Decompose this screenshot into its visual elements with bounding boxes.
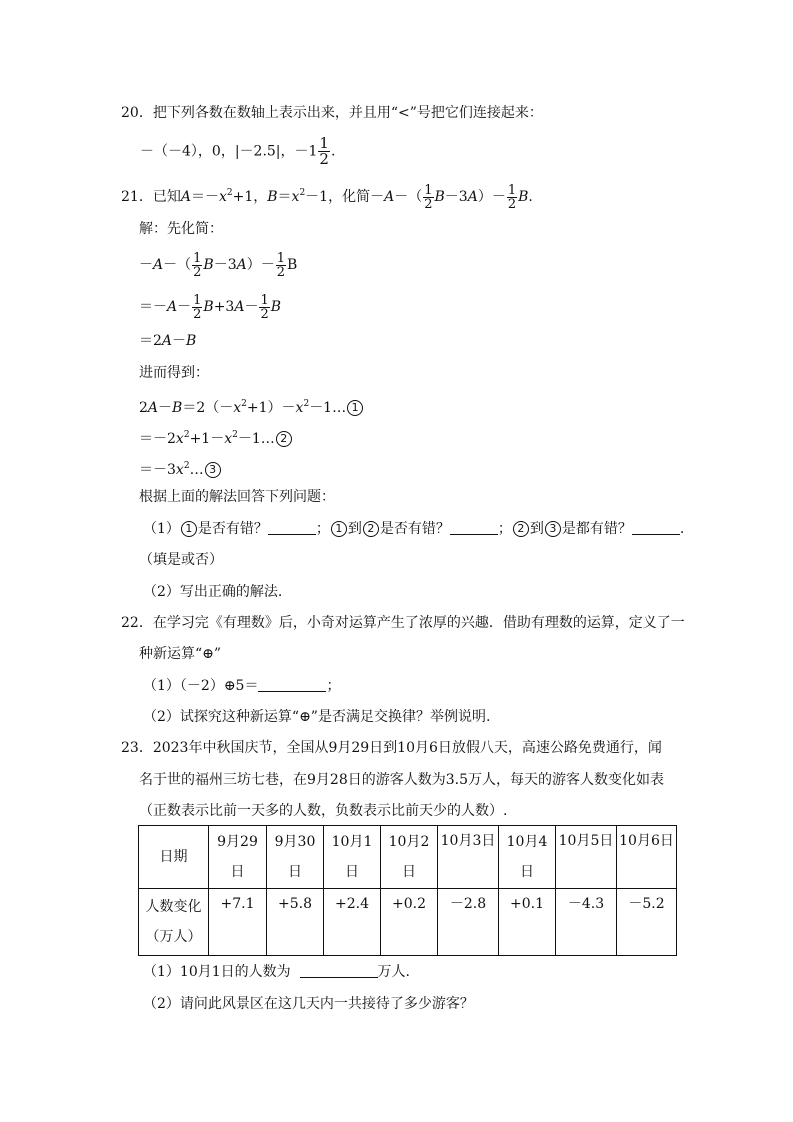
q21-then: 进而得到：	[139, 365, 209, 381]
frac-num: 1	[193, 292, 202, 308]
var-B: B	[434, 189, 445, 205]
date-text: 10月3日	[440, 833, 496, 849]
p1g: 到	[529, 521, 544, 537]
circled-1-icon: 1	[347, 400, 363, 416]
q21-minus1: －1，化简－	[305, 189, 385, 205]
exponent: 2	[241, 399, 247, 409]
s3b: －	[172, 333, 187, 349]
table-value-cell: +5.8	[267, 889, 324, 956]
row-label-text: 人数变化（万人）	[145, 899, 202, 945]
frac-num: 1	[507, 182, 517, 198]
circled-2-icon: 2	[513, 521, 529, 537]
s2d: －	[244, 299, 259, 315]
table-row-dates	[139, 826, 677, 889]
q21-solution-label: 解：先化简：	[139, 221, 223, 237]
fraction-half	[276, 252, 286, 279]
s2c: +3	[213, 299, 235, 315]
l1e: －1…	[309, 400, 347, 416]
fraction-half	[507, 184, 517, 211]
q22-p1a: （1）（－2）⊕5＝	[143, 678, 259, 694]
q21-line3	[139, 456, 222, 480]
table-date-cell	[556, 826, 617, 889]
q23-line1: 23．2023年中秋国庆节，全国从9月29日到10月6日放假八天，高速公路免费通行，闻	[121, 740, 662, 756]
q20-stem: 20．把下列各数在数轴上表示出来，并且用“<”号把它们连接起来：	[121, 105, 543, 121]
q21-close: ）－	[477, 189, 506, 205]
frac-den: 2	[193, 306, 202, 322]
var-x: x	[175, 462, 184, 478]
q21-eq2: ＝	[277, 189, 292, 205]
var-A: A	[161, 333, 173, 349]
q23-answer-blank[interactable]	[300, 963, 378, 978]
p1b: 是否有错？	[197, 521, 268, 537]
p1h: 是都有错？	[561, 521, 632, 537]
q21-answer-prompt: 根据上面的解法回答下列问题：	[139, 489, 335, 505]
s2b: －	[177, 299, 192, 315]
p1d: 到	[347, 521, 362, 537]
frac-den: 2	[276, 264, 286, 280]
s1a: －	[139, 257, 153, 273]
s1d: ）－	[246, 257, 275, 273]
q20-frac-num: 1	[319, 134, 329, 152]
circled-3-icon: 3	[545, 521, 561, 537]
l2a: ＝－2	[139, 431, 176, 447]
table-date-cell	[209, 826, 267, 889]
l1c: ＝2（－	[182, 400, 234, 416]
q20-numbers	[140, 136, 335, 167]
q23-p1b: 万人.	[377, 964, 410, 980]
var-B: B	[270, 299, 282, 315]
frac-num: 1	[260, 292, 269, 308]
var-A: A	[467, 189, 478, 205]
exponent: 2	[183, 461, 190, 471]
var-A: A	[147, 400, 159, 416]
table-value-cell: －4.3	[556, 889, 617, 956]
date-text: 9月29日	[217, 834, 258, 880]
q22-part2: （2）试探究这种新运算“⊕”是否满足交换律？举例说明.	[143, 709, 491, 725]
var-A: A	[234, 299, 245, 315]
s1c: －3	[213, 257, 237, 273]
table-value-cell: +0.1	[499, 889, 556, 956]
table-date-cell	[267, 826, 324, 889]
s1-B: B	[287, 257, 298, 273]
var-B: B	[518, 189, 529, 205]
q22-answer-blank[interactable]	[258, 677, 326, 692]
q23-part2: （2）请问此风景区在这几天内一共接待了多少游客？	[143, 996, 474, 1012]
visitor-change-table	[138, 825, 677, 956]
date-text: 10月1日	[331, 834, 373, 880]
q21-eq1: ＝－	[190, 189, 219, 205]
frac-num: 1	[276, 250, 286, 266]
l1b: －	[158, 400, 173, 416]
q23-part1	[143, 962, 410, 982]
q21-open: －（	[394, 189, 423, 205]
date-text: 10月6日	[619, 833, 674, 849]
table-date-cell	[324, 826, 381, 889]
circled-3-icon: 3	[205, 462, 221, 478]
q21-stem	[121, 179, 533, 211]
p1e: 是否有错？	[379, 521, 450, 537]
p1c: ；	[315, 521, 330, 537]
frac-num: 1	[193, 250, 202, 266]
circled-1-icon: 1	[331, 521, 347, 537]
circled-2-icon: 2	[363, 521, 379, 537]
table-date-cell	[438, 826, 499, 889]
l1d: +1）－	[246, 400, 296, 416]
table-date-cell	[499, 826, 556, 889]
fraction-half	[192, 294, 202, 321]
l3b: …	[189, 462, 204, 478]
fraction-half	[423, 184, 433, 211]
exponent: 2	[226, 188, 233, 198]
exponent: 2	[303, 399, 310, 409]
table-date-cell	[381, 826, 438, 889]
circled-1-icon: 1	[181, 521, 197, 537]
q22-line2: 种新运算“⊕”	[139, 646, 222, 662]
q20-numbers-text: －（－4），0，|－2.5|，－1	[140, 143, 318, 160]
q22-p1b: ；	[326, 678, 341, 694]
table-value-cell: －2.8	[438, 889, 499, 956]
var-x: x	[233, 400, 242, 416]
var-B: B	[203, 257, 214, 273]
q23-line3: （正数表示比前一天多的人数，负数表示比前天少的人数）.	[139, 803, 508, 819]
q21-part1	[143, 519, 684, 539]
q21-prefix: 21．已知	[121, 189, 181, 205]
frac-num: 1	[424, 182, 433, 198]
q21-part2: （2）写出正确的解法.	[143, 584, 283, 600]
q21-minus3: －3	[444, 189, 468, 205]
var-A: A	[180, 189, 191, 205]
q21-step2	[139, 292, 281, 322]
table-value-cell: +0.2	[381, 889, 438, 956]
q23-p1a: （1）10月1日的人数为	[143, 964, 291, 980]
var-x: x	[295, 400, 304, 416]
date-text: 9月30日	[274, 834, 316, 880]
q20-frac-den: 2	[319, 150, 329, 168]
fraction-half	[192, 252, 202, 279]
frac-den: 2	[424, 196, 433, 212]
answer-blank-2[interactable]	[450, 520, 498, 535]
q22-line1: 22．在学习完《有理数》后，小奇对运算产生了浓厚的兴趣．借助有理数的运算，定义了一	[121, 615, 685, 631]
exponent: 2	[299, 188, 306, 198]
circled-2-icon: 2	[276, 431, 292, 447]
var-B: B	[186, 333, 197, 349]
l3a: ＝－3	[139, 462, 176, 478]
date-text: 10月2日	[388, 834, 430, 880]
table-row-values	[139, 889, 677, 956]
var-A: A	[167, 299, 178, 315]
var-A: A	[236, 257, 247, 273]
l1a: 2	[139, 400, 148, 416]
q21-fill-hint: （填是或否）	[139, 552, 223, 568]
s1b: －（	[163, 257, 192, 273]
table-value-cell: +2.4	[324, 889, 381, 956]
table-date-cell	[617, 826, 677, 889]
table-header-label: 日期	[139, 826, 209, 889]
frac-den: 2	[260, 306, 269, 322]
exponent: 2	[232, 430, 238, 440]
s3a: ＝2	[139, 333, 162, 349]
l2b: +1－	[189, 431, 225, 447]
q21-step3	[139, 331, 196, 351]
table-value-cell: －5.2	[617, 889, 677, 956]
var-A: A	[153, 257, 164, 273]
p1a: （1）	[143, 521, 180, 537]
p1i: .	[679, 521, 685, 537]
var-x: x	[224, 431, 233, 447]
table-row-label	[139, 889, 209, 956]
var-B: B	[267, 189, 278, 205]
var-x: x	[218, 189, 227, 205]
q22-part1	[143, 676, 340, 696]
q20-end: .	[330, 143, 336, 160]
s2a: ＝－	[139, 299, 167, 315]
p1f: ；	[497, 521, 512, 537]
answer-blank-3[interactable]	[632, 520, 680, 535]
var-x: x	[175, 431, 184, 447]
l2c: －1…	[237, 431, 275, 447]
q21-end: .	[528, 189, 533, 205]
date-text: 10月5日	[558, 833, 614, 849]
var-A: A	[384, 189, 395, 205]
q21-line2	[139, 425, 293, 449]
q23-line2: 名于世的福州三坊七巷，在9月28日的游客人数为3.5万人，每天的游客人数变化如表	[139, 772, 664, 788]
var-B: B	[172, 400, 183, 416]
var-x: x	[291, 189, 300, 205]
q20-fraction	[318, 136, 330, 167]
date-text: 10月4日	[506, 834, 548, 880]
var-B: B	[203, 299, 214, 315]
q21-step1	[139, 250, 297, 280]
fraction-half	[259, 294, 269, 321]
exponent: 2	[183, 430, 190, 440]
frac-den: 2	[193, 264, 202, 280]
answer-blank-1[interactable]	[268, 520, 316, 535]
q21-line1	[139, 394, 364, 418]
q21-plus1: +1，	[232, 189, 268, 205]
table-value-cell: +7.1	[209, 889, 267, 956]
frac-den: 2	[507, 196, 517, 212]
